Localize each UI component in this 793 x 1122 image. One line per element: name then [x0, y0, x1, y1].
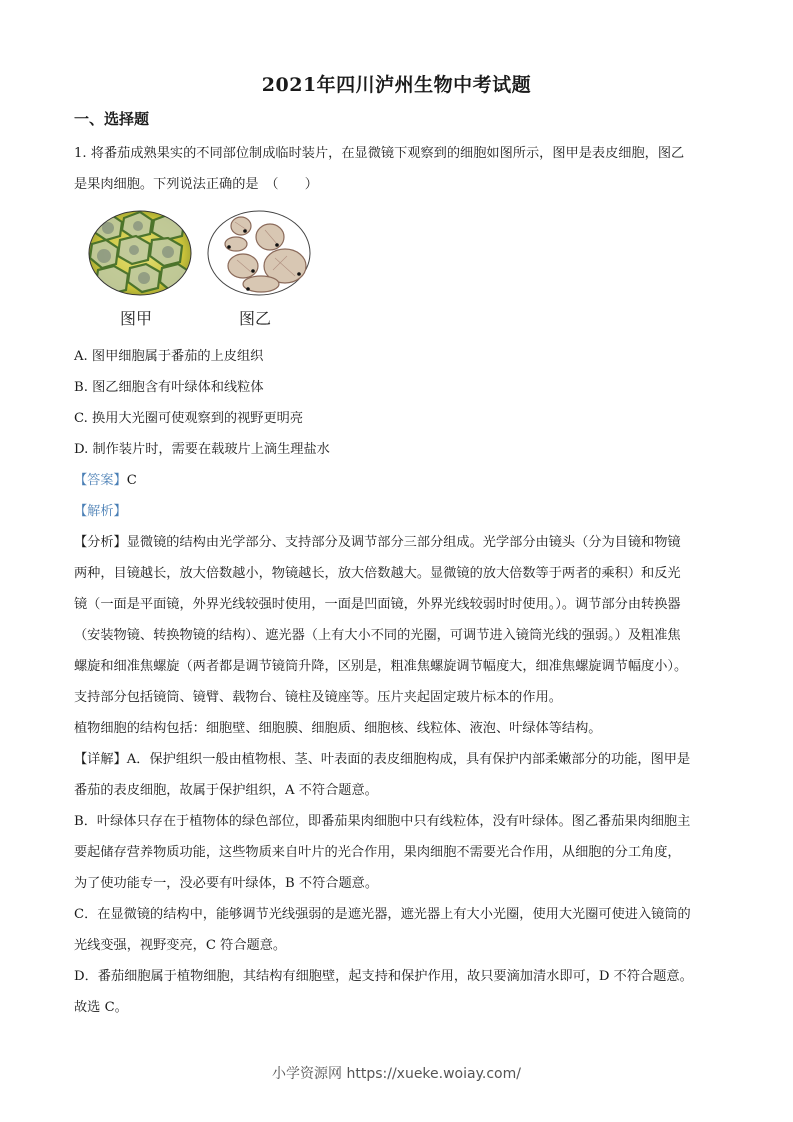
- option-label: A.: [74, 349, 88, 364]
- pulp-cells-image: [207, 210, 311, 296]
- option-label: C.: [74, 411, 88, 426]
- question-stem: [74, 138, 724, 200]
- stem-line: 是果肉细胞。下列说法正确的是 （ ）: [74, 177, 318, 192]
- option-d: [74, 434, 724, 465]
- analysis-line: 植物细胞的结构包括：细胞壁、细胞膜、细胞质、细胞核、线粒体、液泡、叶绿体等结构。: [74, 721, 602, 736]
- stem-line: 1. 将番茄成熟果实的不同部位制成临时装片，在显微镜下观察到的细胞如图所示，图甲是表皮细胞，图乙: [74, 146, 685, 161]
- detail-line: 番茄的表皮细胞，故属于保护组织，A 不符合题意。: [74, 783, 378, 798]
- section-heading: 一、选择题: [74, 110, 150, 128]
- detail-line: 要起储存营养物质功能，这些物质来自叶片的光合作用，果肉细胞不需要光合作用，从细胞的分工角度，: [74, 845, 681, 860]
- epidermal-cells-image: [88, 210, 192, 296]
- analysis-line: （安装物镜、转换物镜的结构）、遮光器（上有大小不同的光圈，可调节进入镜筒光线的强弱。）及粗准焦: [74, 628, 681, 643]
- figure-jia: [88, 210, 192, 328]
- analysis-tag-line: [74, 496, 724, 527]
- detail-line: 为了使功能专一，没必要有叶绿体，B 不符合题意。: [74, 876, 379, 891]
- answer-value: C: [126, 473, 137, 488]
- analysis-line: 螺旋和细准焦螺旋（两者都是调节镜筒升降，区别是，粗准焦螺旋调节幅度大，细准焦螺旋调节幅度小）。: [74, 659, 688, 674]
- detail-line: 故选 C。: [74, 1000, 128, 1015]
- detail-line: 【详解】A．保护组织一般由植物根、茎、叶表面的表皮细胞构成，具有保护内部柔嫩部分的功能，图甲是: [74, 752, 691, 767]
- answer-tag: 【答案】: [74, 473, 127, 488]
- analysis-fenxi: [74, 527, 724, 744]
- option-label: B.: [74, 380, 88, 395]
- footer-watermark: 小学资源网 https://xueke.woiay.com/: [272, 1066, 521, 1082]
- option-text: 图甲细胞属于番茄的上皮组织: [91, 349, 264, 364]
- analysis-line: 【分析】显微镜的结构由光学部分、支持部分及调节部分三部分组成。光学部分由镜头（分为目镜和物镜: [74, 535, 681, 550]
- option-b: [74, 372, 724, 403]
- detail-line: B．叶绿体只存在于植物体的绿色部位，即番茄果肉细胞中只有线粒体，没有叶绿体。图乙番茄果肉细胞主: [74, 814, 691, 829]
- analysis-tag: 【解析】: [74, 504, 127, 519]
- figure-caption-jia: 图甲: [120, 309, 153, 328]
- option-a: [74, 341, 724, 372]
- detail-line: 光线变强，视野变亮，C 符合题意。: [74, 938, 287, 953]
- analysis-line: 两种，目镜越长，放大倍数越小，物镜越长，放大倍数越大。显微镜的放大倍数等于两者的乘积）和反光: [74, 566, 681, 581]
- detail-line: C．在显微镜的结构中，能够调节光线强弱的是遮光器，遮光器上有大小光圈，使用大光圈可使进入镜筒的: [74, 907, 691, 922]
- analysis-xiangjie: [74, 744, 724, 1023]
- option-text: 制作装片时，需要在载玻片上滴生理盐水: [92, 442, 330, 457]
- figure-caption-yi: 图乙: [239, 309, 272, 328]
- options-list: [74, 341, 724, 527]
- option-text: 图乙细胞含有叶绿体和线粒体: [92, 380, 264, 395]
- analysis-line: 镜（一面是平面镜，外界光线较强时使用，一面是凹面镜，外界光线较弱时时使用。）。调节部分由转换器: [74, 597, 681, 612]
- analysis-line: 支持部分包括镜筒、镜臂、载物台、镜柱及镜座等。压片夹起固定玻片标本的作用。: [74, 690, 562, 705]
- detail-line: D．番茄细胞属于植物细胞，其结构有细胞壁，起支持和保护作用，故只要滴加清水即可，D 不符合题意。: [74, 969, 693, 984]
- option-label: D.: [74, 442, 89, 457]
- option-c: [74, 403, 724, 434]
- page-title: 2021年四川泸州生物中考试题: [261, 74, 532, 96]
- figure-yi: [207, 210, 311, 328]
- answer-line: [74, 465, 724, 496]
- option-text: 换用大光圈可使观察到的视野更明亮: [92, 411, 304, 426]
